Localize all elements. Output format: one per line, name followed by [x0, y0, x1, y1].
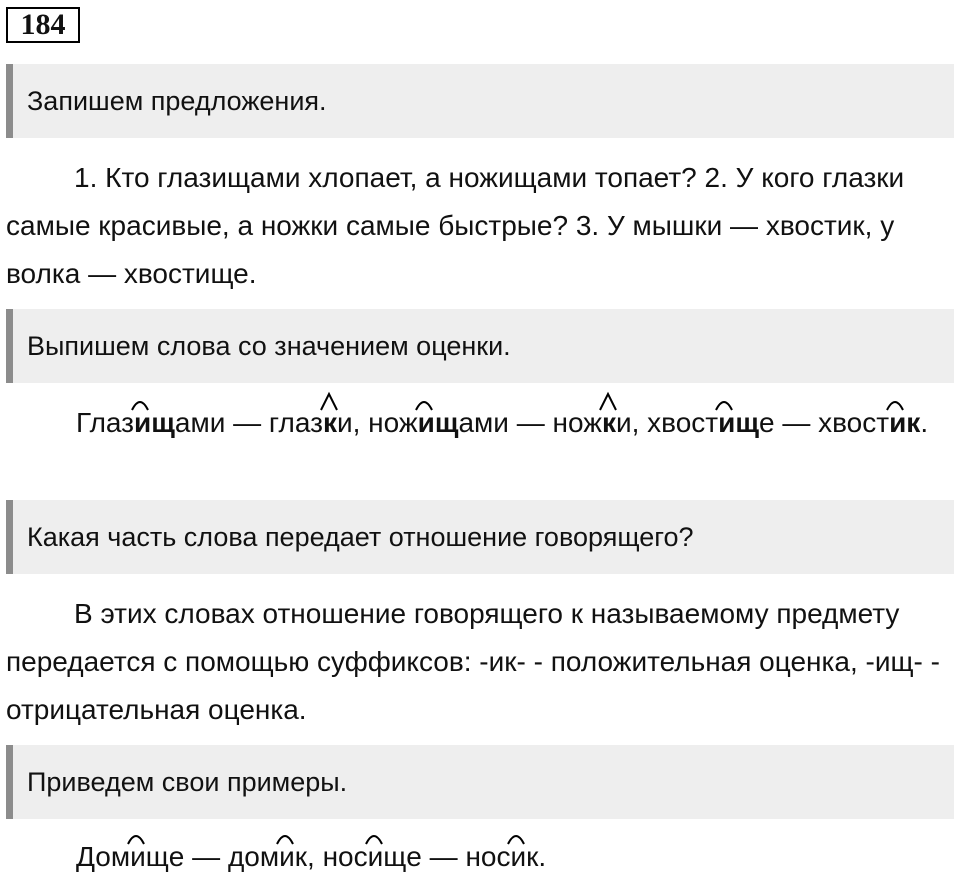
section-heading-text: Какая часть слова передает отношение говорящего?	[27, 522, 694, 552]
suffix-mark: ищ	[718, 400, 759, 446]
section-heading-text: Выпишем слова со значением оценки.	[27, 331, 511, 361]
word-domishche: Дом ище	[76, 841, 184, 872]
word-nozhki: нож ки	[552, 407, 631, 438]
suffix-mark: ик	[889, 400, 920, 446]
suffix-mark: ищ	[368, 834, 407, 880]
evaluation-words-paragraph: Глаз ищами — глаз ки, нож ищами — нож ки, хвост ище — хвост ик.	[6, 400, 954, 446]
examples-paragraph: Дом ище — дом ик, нос ище — нос ик.	[6, 834, 954, 880]
task-number: 184	[6, 7, 80, 43]
section-heading-text: Запишем предложения.	[27, 86, 327, 116]
word-khvostishche: хвост ище	[647, 407, 774, 438]
suffix-mark: ик	[279, 834, 307, 880]
section-heading-4	[6, 745, 954, 819]
suffix-mark: ик	[510, 834, 538, 880]
suffix-mark: ищ	[418, 400, 459, 446]
word-glazishchami: Глаз ищами	[76, 407, 225, 438]
word-nozhishchami: нож ищами	[368, 407, 509, 438]
word-khvostik: хвост ик.	[818, 407, 928, 438]
word-glazki: глаз ки	[269, 407, 353, 438]
word-nosishche: нос ище	[323, 841, 422, 872]
suffix-mark: ищ	[130, 834, 169, 880]
word-domik: дом ик,	[228, 841, 323, 872]
suffix-mark: к	[323, 400, 337, 446]
section-heading-2	[6, 309, 954, 383]
section-heading-3	[6, 500, 954, 574]
suffix-mark: к	[602, 400, 616, 446]
sentences-paragraph: 1. Кто глазищами хлопает, а ножищами топает? 2. У кого глазки самые красивые, а ножки самые быстрые? 3. У мышки — хвостик, у волка — хвостище.	[6, 162, 905, 289]
section-heading-1	[6, 64, 954, 138]
suffix-mark: ищ	[134, 400, 175, 446]
answer-paragraph: В этих словах отношение говорящего к называемому предмету передается с помощью суффиксов: -ик- - положительная оценка, -ищ- - отрицательная оценка.	[6, 598, 940, 725]
section-heading-text: Приведем свои примеры.	[27, 767, 348, 797]
word-nosik: нос ик.	[465, 841, 546, 872]
